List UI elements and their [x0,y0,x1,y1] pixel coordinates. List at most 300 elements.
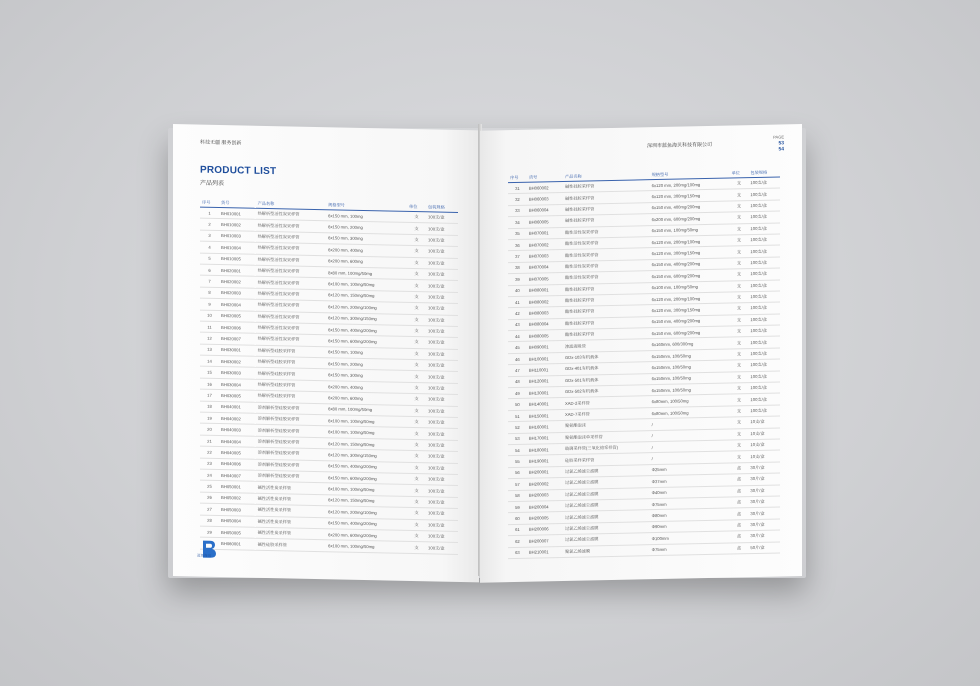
table-cell: 100支/盒 [748,405,780,417]
table-cell: 100支/盒 [426,474,458,486]
page-number-tag [773,134,784,152]
table-cell: 过氯乙烯滤尘滤膜 [563,510,650,523]
table-cell: 玻璃采样管(三氧化铬采样管) [563,442,650,455]
table-cell: 支 [730,440,749,452]
table-cell: 碱性活性炭采样管 [256,493,327,506]
table-cell: 100支/盒 [426,519,458,531]
table-cell: 100支/盒 [426,314,458,326]
table-cell: 33 [508,205,527,217]
table-cell: 6x100 mm, 100mg/50mg [326,426,407,439]
table-cell: BH030002 [219,356,256,368]
table-cell: 10支/盒 [748,439,780,451]
table-cell: 50 [508,399,527,411]
table-cell: 6x200 mm, 600mg [326,255,407,268]
table-cell: 支 [407,428,426,440]
table-cell: 100支/盒 [748,325,780,337]
table-cell: 100支/盒 [426,394,458,406]
table-cell: 碱性活性炭采样管 [256,504,327,517]
table-cell: 支 [407,359,426,371]
table-cell: 36 [508,239,527,251]
table-cell: 支 [730,200,749,212]
table-cell: 7 [200,275,219,287]
table-cell: 酸性硅胶采样管 [563,282,650,295]
table-cell: 100支/盒 [748,359,780,371]
table-cell: 9 [200,298,219,310]
table-cell: 溶剂解析型硅胶采样管 [256,459,327,472]
table-cell: 酸性活性炭采样管 [563,237,650,250]
table-cell: BH080005 [527,330,563,342]
table-cell: 6x150 mm, 600mg/200mg [326,472,407,485]
table-cell: BH200006 [527,523,563,535]
table-cell: 碱性硅胶采样管 [563,180,650,193]
table-cell: BH170001 [527,432,563,444]
table-cell: 100支/盒 [748,188,780,200]
table-cell: 100支/盒 [426,246,458,258]
table-cell: 6x150mm, 100/50mg [650,372,730,385]
table-cell: BH120001 [527,375,563,387]
table-cell: BH110001 [527,364,563,376]
table-cell: 100支/盒 [748,245,780,257]
table-cell: 支 [407,348,426,360]
table-cell: 8 [200,287,219,299]
table-cell: 8x80 mm, 100mg/50mg [326,267,407,280]
table-cell: 6 [200,264,219,276]
table-cell: 100支/盒 [426,462,458,474]
table-cell: 碱性活性炭采样管 [256,527,327,540]
table-cell: 58 [508,490,527,502]
table-cell: 6x150 mm, 400mg/200mg [326,517,407,530]
table-cell: 6x80 mm, 100mg/50mg [326,403,407,416]
table-cell: 50片/盒 [748,541,780,553]
table-cell: 酸性活性炭采样管 [563,259,650,272]
table-cell: BH060004 [527,204,563,216]
table-cell: BH050002 [219,492,256,504]
table-cell: 100支/盒 [426,497,458,509]
table-cell: 10支/盒 [748,428,780,440]
column-header: 单位 [730,169,749,178]
table-cell: 100支/盒 [748,291,780,303]
table-cell: 6x150 mm, 400mg/200mg [650,258,730,271]
table-cell: 支 [407,382,426,394]
table-cell: 支 [407,337,426,349]
table-cell: 支 [407,314,426,326]
table-cell: 100支/盒 [426,212,458,224]
table-cell: 盒 [730,531,749,543]
table-cell: BH100001 [527,352,563,364]
table-cell: 100支/盒 [426,428,458,440]
table-cell: 46 [508,353,527,365]
table-cell: 支 [730,178,749,190]
table-cell: 支 [407,416,426,428]
table-cell: 100支/盒 [748,279,780,291]
table-cell: 1 [200,207,219,219]
table-cell: 支 [730,405,749,417]
table-cell: 100支/盒 [748,234,780,246]
table-cell: 溶剂解析型硅胶采样管 [256,413,327,426]
table-cell: 13 [200,344,219,356]
table-cell: 6x100 mm, 100mg/50mg [650,281,730,294]
table-cell: 支 [407,508,426,520]
table-cell: 热解析型活性炭采样管 [256,231,327,244]
table-cell: 2 [200,218,219,230]
table-cell: 支 [407,530,426,542]
table-cell: BH060001 [219,538,256,550]
table-cell: 硅胶采样采样管 [563,453,650,466]
column-header: 产品名称 [256,200,327,210]
table-cell: 6x120 mm, 300mg/150mg [650,189,730,202]
table-cell: 支 [407,291,426,303]
table-cell: BH080001 [527,284,563,296]
table-cell: BH210001 [527,546,563,558]
table-cell: 热解析型活性炭采样管 [256,277,327,290]
table-cell: 100支/盒 [426,405,458,417]
table-cell: 热解析型硅胶采样管 [256,390,327,403]
table-cell: 碱性硅胶采样管 [256,539,327,552]
table-cell: 盒 [730,508,749,520]
table-cell: 酸性活性炭采样管 [563,271,650,284]
table-cell: 6x80mm, 100/50mg [650,394,730,407]
table-cell: 热解析型活性炭采样管 [256,299,327,312]
table-cell: 6x100 mm, 100mg/50mg [326,540,407,553]
table-cell: 6x150 mm, 100mg [326,346,407,359]
table-cell: 支 [407,303,426,315]
table-cell: BH010004 [219,242,256,254]
table-cell: 盒 [730,474,749,486]
table-cell: 6x150 mm, 600mg/200mg [650,326,730,339]
table-cell: 支 [407,405,426,417]
column-header: 序号 [200,199,219,208]
table-cell: 19 [200,412,219,424]
table-cell: 支 [730,235,749,247]
table-cell: 碱性硅胶采样管 [563,191,650,204]
page-numbers: 53 54 [778,140,784,153]
table-cell: 6x150 mm, 100mg [326,210,407,223]
table-cell: 100支/盒 [748,371,780,383]
table-cell: GDx-501有机载体 [563,373,650,386]
table-cell: 支 [730,314,749,326]
table-cell: 6x120 mm, 200mg/100mg [650,292,730,305]
table-cell: BH020006 [219,321,256,333]
table-cell: 100支/盒 [426,542,458,554]
table-cell: 27 [200,503,219,515]
table-cell: 6x150 mm, 400mg/200mg [650,315,730,328]
table-cell: 30片/盒 [748,473,780,485]
table-cell: 支 [730,246,749,258]
page-label: PAGE [773,134,784,140]
table-cell: 支 [730,360,749,372]
table-cell: 10支/盒 [748,416,780,428]
table-cell: 6x150 mm, 100mg/50mg [650,224,730,237]
table-cell: 100支/盒 [426,326,458,338]
table-cell: BH030001 [219,344,256,356]
table-cell: 26 [200,492,219,504]
table-cell: 60 [508,513,527,525]
table-cell: XAD-7采样管 [563,408,650,421]
table-cell: 支 [730,417,749,429]
table-cell: BH200003 [527,489,563,501]
table-cell: BH080003 [527,307,563,319]
table-cell: 支 [730,189,749,201]
table-cell: BH080004 [527,318,563,330]
table-cell: GDx-502有机载体 [563,385,650,398]
table-cell: BH030004 [219,378,256,390]
table-cell: 过氯乙烯滤尘滤膜 [563,533,650,546]
table-cell: 100支/盒 [426,508,458,520]
table-cell: 30片/盒 [748,530,780,542]
table-cell: 6x120 mm, 300mg/150mg [326,312,407,325]
logo-text: 蓝鱼海贝 [197,553,211,558]
page-subtitle: 产品列表 [200,180,225,188]
table-cell: 15 [200,367,219,379]
table-cell: 溶剂解析型硅胶采样管 [256,425,327,438]
table-cell: 6x150mm, 100/50mg [650,360,730,373]
table-cell: 43 [508,319,527,331]
column-header: 货号 [527,173,563,182]
table-cell: BH140001 [527,398,563,410]
table-cell: 渗滤液吸管 [563,339,650,352]
table-cell: 62 [508,535,527,547]
table-cell: BH040005 [219,447,256,459]
table-cell: 6x150 mm, 400mg/200mg [326,460,407,473]
table-cell: 6x150 mm, 600mg/200mg [650,269,730,282]
table-cell: BH200005 [527,512,563,524]
table-cell: BH070001 [527,227,563,239]
table-cell: 酸性硅胶采样管 [563,305,650,318]
table-cell: BH010003 [219,230,256,242]
table-cell: 100支/盒 [748,257,780,269]
table-cell: 聚氨酯泡沫 [563,419,650,432]
table-cell: 6x200 mm, 400mg [326,381,407,394]
table-cell: Φ80mm [650,508,730,521]
table-cell: 热解析型硅胶采样管 [256,368,327,381]
table-cell: 支 [730,257,749,269]
table-cell: 39 [508,273,527,285]
table-cell: 51 [508,410,527,422]
table-cell: 热解析型活性炭采样管 [256,254,327,267]
table-cell: BH050004 [219,515,256,527]
table-cell: 支 [407,211,426,223]
table-cell: BH010005 [219,253,256,265]
table-cell: BH160001 [527,421,563,433]
table-cell: 100支/盒 [748,200,780,212]
table-cell: Φ100mm [650,531,730,544]
table-cell: 61 [508,524,527,536]
table-cell: 37 [508,251,527,263]
table-cell: 16 [200,378,219,390]
table-cell: / [650,429,730,442]
table-cell: 6x100 mm, 100mg/50mg [326,483,407,496]
right-page [480,124,802,583]
table-cell: Φ25mm [650,463,730,476]
table-cell: BH020005 [219,310,256,322]
table-cell: 6x150 mm, 300mg [326,369,407,382]
table-cell: 热解析型硅胶采样管 [256,356,327,369]
table-cell: 酸性活性炭采样管 [563,225,650,238]
table-cell: 热解析型活性炭采样管 [256,311,327,324]
table-cell: 100支/盒 [748,393,780,405]
table-cell: 聚氨酯泡沫单采样管 [563,430,650,443]
table-cell: 23 [200,458,219,470]
table-cell: BH010001 [219,207,256,219]
table-cell: 支 [407,371,426,383]
table-cell: 过氯乙烯滤尘滤膜 [563,476,650,489]
table-cell: BH060003 [527,193,563,205]
table-cell: BH070004 [527,261,563,273]
table-cell: 碱性活性炭采样管 [256,482,327,495]
table-cell: 支 [407,473,426,485]
column-header: 包装规格 [748,168,780,177]
table-cell: 支 [730,394,749,406]
table-cell: 溶剂解析型硅胶采样管 [256,447,327,460]
table-cell: 100支/盒 [426,257,458,269]
table-cell: 支 [730,223,749,235]
table-cell: 6x200 mm, 400mg [326,244,407,257]
table-cell: 盒 [730,497,749,509]
table-cell: 30片/盒 [748,507,780,519]
table-cell: 40 [508,285,527,297]
table-cell: 10支/盒 [748,450,780,462]
left-page [173,124,479,582]
table-cell: BH020001 [219,264,256,276]
table-cell: BH190001 [527,455,563,467]
table-cell: 100支/盒 [426,417,458,429]
table-cell: BH070003 [527,250,563,262]
table-cell: BH010002 [219,219,256,231]
table-cell: 6x120 mm, 200mg/100mg [326,506,407,519]
table-cell: 17 [200,389,219,401]
table-cell: 100支/盒 [748,314,780,326]
table-cell: 支 [407,325,426,337]
table-cell: 57 [508,478,527,490]
table-cell: BH040004 [219,435,256,447]
table-cell: BH130001 [527,387,563,399]
table-cell: 支 [730,451,749,463]
table-cell: BH020004 [219,299,256,311]
table-cell: 100支/盒 [748,302,780,314]
table-cell: Φ75mm [650,497,730,510]
table-cell: 18 [200,401,219,413]
column-header: 货号 [219,199,256,208]
table-cell: 热解析型活性炭采样管 [256,288,327,301]
table-cell: 6x200 mm, 600mg/200mg [326,529,407,542]
table-cell: 热解析型活性炭采样管 [256,334,327,347]
table-cell: 6x120 mm, 150mg/50mg [326,438,407,451]
table-cell: 100支/盒 [748,211,780,223]
table-cell: 支 [730,303,749,315]
table-cell: 21 [200,435,219,447]
table-cell: BH200001 [527,466,563,478]
table-cell: 30片/盒 [748,496,780,508]
table-cell: 支 [407,394,426,406]
table-cell: XAD-2采样管 [563,396,650,409]
table-cell: 6x200 mm, 600mg [326,392,407,405]
table-cell: 55 [508,456,527,468]
table-cell: BH040006 [219,458,256,470]
table-cell: 4 [200,241,219,253]
table-cell: BH090001 [527,341,563,353]
table-cell: / [650,440,730,453]
table-cell: 100支/盒 [426,280,458,292]
table-cell: BH050001 [219,481,256,493]
table-cell: Φ90mm [650,520,730,533]
table-cell: 热解析型活性炭采样管 [256,242,327,255]
table-cell: BH060005 [527,216,563,228]
table-cell: 47 [508,365,527,377]
table-cell: 100支/盒 [748,177,780,189]
table-cell: / [650,451,730,464]
table-cell: 酸性活性炭采样管 [563,248,650,261]
table-cell: BH020002 [219,276,256,288]
page-title: PRODUCT LIST [200,164,277,178]
table-cell: 支 [407,257,426,269]
table-cell: 11 [200,321,219,333]
table-cell: 24 [200,469,219,481]
table-cell: 支 [730,292,749,304]
table-cell: GDx-103有机载体 [563,351,650,364]
table-cell: 6x120 mm, 150mg/50mg [326,289,407,302]
table-cell: BH050005 [219,526,256,538]
table-cell: 热解析型硅胶采样管 [256,379,327,392]
table-cell: 过氯乙烯滤尘滤膜 [563,487,650,500]
table-cell: 6x120 mm, 200mg/100mg [650,235,730,248]
table-cell: / [650,417,730,430]
table-cell: 35 [508,228,527,240]
table-cell: 6x120 mm, 300mg/150mg [650,303,730,316]
table-cell: GDx-401有机载体 [563,362,650,375]
table-cell: 热解析型活性炭采样管 [256,322,327,335]
table-cell: 支 [407,246,426,258]
table-cell: 支 [407,462,426,474]
product-table-right [508,168,780,559]
table-cell: 100支/盒 [426,223,458,235]
table-cell: 52 [508,421,527,433]
table-cell: 20 [200,423,219,435]
table-cell: 热解析型活性炭采样管 [256,208,327,221]
table-cell: 100支/盒 [426,371,458,383]
table-cell: 支 [407,280,426,292]
table-cell: 支 [407,439,426,451]
table-cell: BH030005 [219,390,256,402]
table-cell: 6x150 mm, 300mg [326,232,407,245]
table-cell: 100支/盒 [426,360,458,372]
table-cell: Φ40mm [650,486,730,499]
table-cell: 22 [200,446,219,458]
column-header: 规格型号 [650,170,730,180]
table-cell: 100支/盒 [426,269,458,281]
table-cell: 28 [200,515,219,527]
left-header-slogan: 科技无疆 服务创新 [200,139,242,147]
table-cell: BH070005 [527,273,563,285]
table-cell: 支 [407,268,426,280]
table-cell: 热解析型硅胶采样管 [256,345,327,358]
table-cell: 支 [407,234,426,246]
table-cell: 6x120 mm, 300mg/150mg [650,246,730,259]
table-cell: 6x150 mm, 200mg [326,221,407,234]
table-cell: 34 [508,216,527,228]
table-cell: 支 [407,496,426,508]
table-cell: 100支/盒 [748,348,780,360]
table-cell: 54 [508,444,527,456]
table-cell: Φ37mm [650,474,730,487]
table-cell: 盒 [730,485,749,497]
table-cell: BH070002 [527,238,563,250]
table-cell: 热解析型活性炭采样管 [256,220,327,233]
table-cell: BH020007 [219,333,256,345]
table-cell: 100支/盒 [426,292,458,304]
table-cell: 6x150mm, 100/50mg [650,349,730,362]
table-cell: 溶剂解析型硅胶采样管 [256,402,327,415]
table-cell: BH180001 [527,443,563,455]
